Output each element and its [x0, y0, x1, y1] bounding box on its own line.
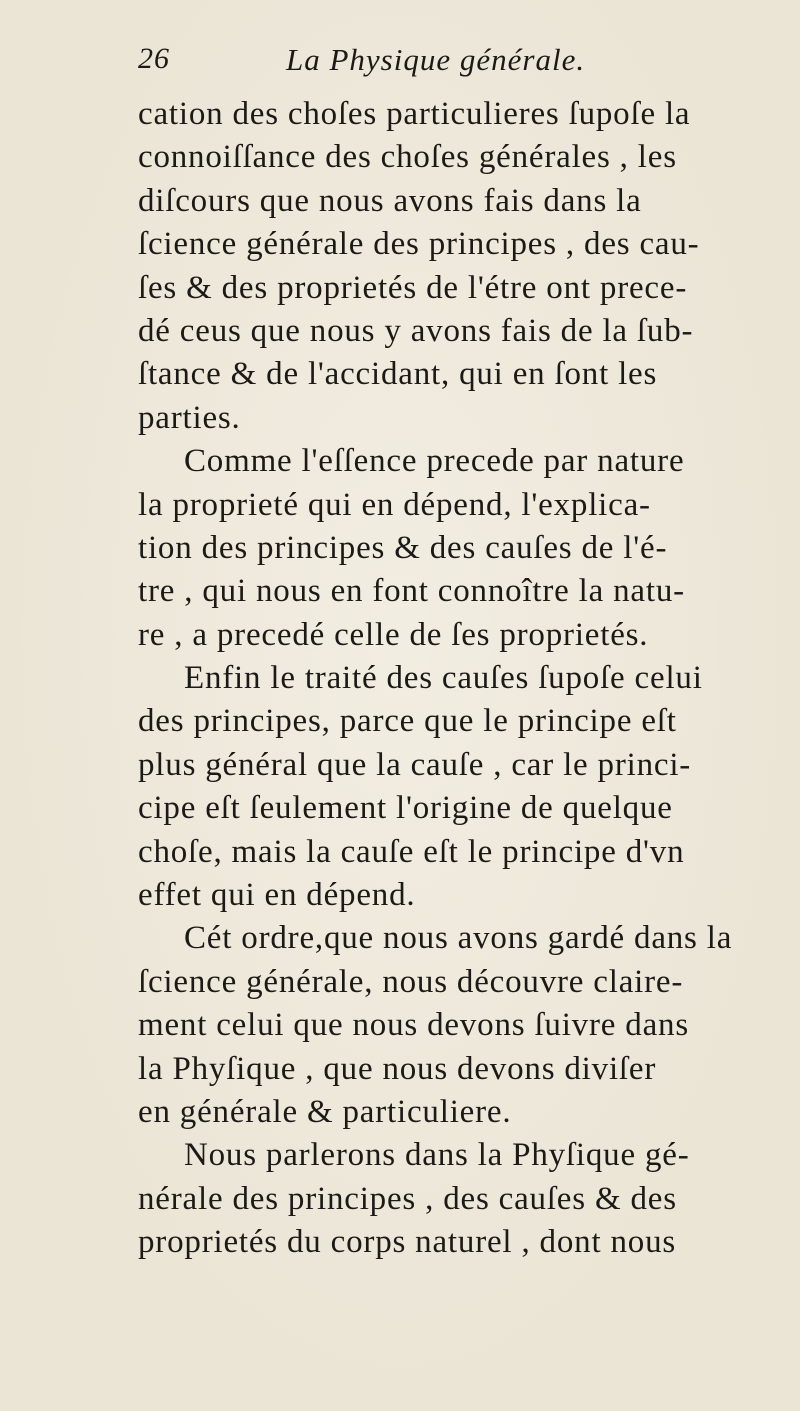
text-line: Enfin le traité des cauſes ſupoſe celui	[184, 660, 703, 697]
text-line: cipe eſt ſeulement l'origine de quelque	[138, 790, 673, 827]
page-number: 26	[138, 42, 170, 75]
text-line: re , a precedé celle de ſes proprietés.	[138, 616, 649, 653]
text-line: Nous parlerons dans la Phyſique gé-	[184, 1137, 690, 1174]
text-line: effet qui en dépend.	[138, 877, 416, 914]
text-line: tre , qui nous en font connoître la natu-	[138, 573, 685, 610]
running-title: La Physique générale.	[286, 42, 586, 77]
text-line: diſcours que nous avons fais dans la	[138, 182, 642, 219]
text-line: des principes, parce que le principe eſt	[138, 703, 677, 740]
text-line: Cét ordre,que nous avons gardé dans la	[184, 920, 733, 957]
text-line: tion des principes & des cauſes de l'é-	[138, 529, 668, 566]
text-line: ſes & des proprietés de l'étre ont prece-	[138, 269, 688, 306]
text-line: dé ceus que nous y avons fais de la ſub-	[138, 312, 694, 349]
text-line: ment celui que nous devons ſuivre dans	[138, 1007, 689, 1044]
body-text	[138, 93, 788, 1265]
text-line: plus général que la cauſe , car le princi-	[138, 746, 692, 783]
text-line: connoiſſance des choſes générales , les	[138, 139, 677, 176]
text-line: proprietés du corps naturel , dont nous	[138, 1224, 677, 1261]
text-line: en générale & particuliere.	[138, 1093, 512, 1130]
text-line: nérale des principes , des cauſes & des	[138, 1180, 677, 1217]
text-line: ſcience générale des principes , des cau-	[138, 226, 700, 263]
text-line: la Phyſique , que nous devons diviſer	[138, 1050, 657, 1087]
text-line: parties.	[138, 399, 241, 436]
text-line: cation des choſes particulieres ſupoſe la	[138, 96, 691, 132]
text-line: ſcience générale, nous découvre claire-	[138, 963, 684, 1000]
text-line: ſtance & de l'accidant, qui en ſont les	[138, 356, 658, 393]
page-header	[138, 42, 758, 88]
text-line: la proprieté qui en dépend, l'explica-	[138, 486, 651, 523]
text-line: Comme l'eſſence precede par nature	[184, 443, 685, 480]
text-line: choſe, mais la cauſe eſt le principe d'vn	[138, 833, 685, 870]
